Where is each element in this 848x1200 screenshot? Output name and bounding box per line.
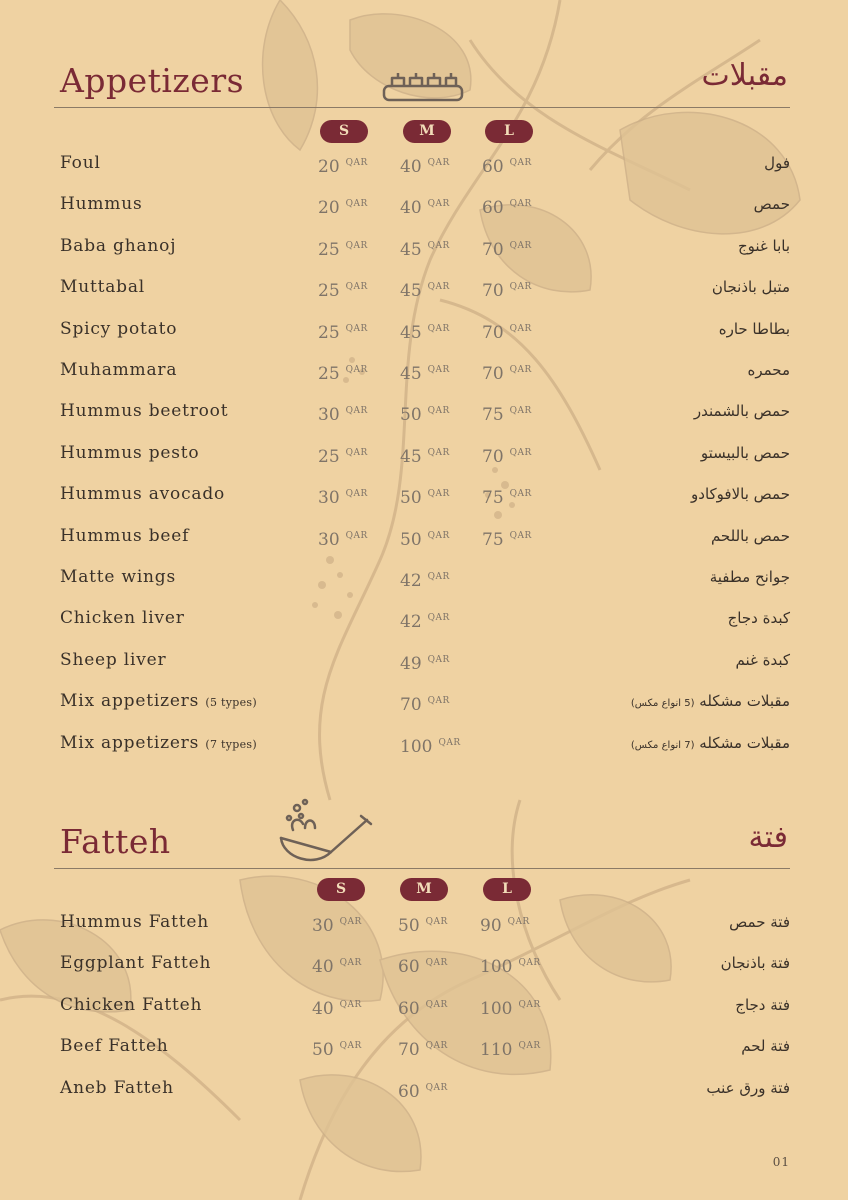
item-name-ar: حمص بالافوكادو bbox=[691, 485, 790, 504]
size-badge-small: S bbox=[320, 120, 368, 143]
item-name-ar: حمص بالبيستو bbox=[700, 443, 790, 462]
currency-label: QAR bbox=[339, 958, 362, 969]
currency-label: QAR bbox=[509, 158, 532, 168]
item-name-en: Hummus pesto bbox=[60, 442, 200, 463]
fatteh-size-badge-small: S bbox=[317, 878, 365, 901]
appetizers-title-arabic: مقبلات bbox=[701, 58, 788, 93]
currency-label: QAR bbox=[427, 613, 450, 624]
price-m: 60 $^{QAR}$ bbox=[398, 1081, 448, 1102]
currency-label: QAR bbox=[345, 323, 368, 334]
menu-item-row bbox=[0, 275, 848, 305]
price-s: 40 $^{QAR}$ bbox=[312, 998, 362, 1019]
currency-label: QAR bbox=[425, 1041, 448, 1052]
currency-label: QAR bbox=[427, 696, 450, 707]
menu-item-row bbox=[0, 993, 848, 1023]
currency-label: QAR bbox=[339, 999, 362, 1010]
menu-item-row bbox=[0, 1034, 848, 1064]
menu-item-row bbox=[0, 192, 848, 222]
item-name-ar: حمص bbox=[753, 195, 790, 214]
item-name-ar: فول bbox=[764, 154, 790, 172]
cooking-pan-icon bbox=[275, 798, 375, 868]
item-name-ar: حمص باللحم bbox=[710, 526, 790, 545]
currency-label: QAR bbox=[345, 240, 368, 251]
item-name-en: Spicy potato bbox=[60, 318, 178, 339]
item-name-ar: جوانح مطفية bbox=[709, 568, 790, 586]
price-l: 70 $^{QAR}$ bbox=[482, 322, 532, 343]
appetizers-divider bbox=[54, 107, 790, 108]
price-l: 75 $^{QAR}$ bbox=[482, 529, 532, 550]
currency-label: QAR bbox=[345, 158, 368, 168]
price-l: 90 $^{QAR}$ bbox=[480, 916, 530, 936]
price-m: 50 $^{QAR}$ bbox=[398, 916, 448, 936]
price-m: 45 $^{QAR}$ bbox=[400, 239, 450, 260]
price-l: 110 $^{QAR}$ bbox=[480, 1040, 541, 1061]
item-note-en: (7 types) bbox=[205, 737, 257, 751]
currency-label: QAR bbox=[507, 917, 530, 927]
currency-label: QAR bbox=[425, 1082, 448, 1093]
currency-label: QAR bbox=[438, 737, 461, 748]
price-l: 70 $^{QAR}$ bbox=[482, 446, 532, 467]
currency-label: QAR bbox=[427, 489, 450, 500]
price-l: 75 $^{QAR}$ bbox=[482, 488, 532, 509]
price-l: 100 $^{QAR}$ bbox=[480, 957, 541, 978]
menu-item-row bbox=[0, 524, 848, 554]
menu-item-row bbox=[0, 648, 848, 678]
item-name-ar: كبدة دجاج bbox=[727, 609, 790, 628]
item-name-ar: فتة ورق عنب bbox=[706, 1078, 790, 1097]
price-m: 45 $^{QAR}$ bbox=[400, 364, 450, 384]
menu-item-row bbox=[0, 482, 848, 512]
currency-label: QAR bbox=[427, 365, 450, 375]
currency-label: QAR bbox=[345, 489, 368, 500]
price-s: 30 $^{QAR}$ bbox=[318, 405, 368, 426]
item-name-ar: مقبلات مشكله (5 انواع مكس) bbox=[630, 692, 790, 711]
item-name-ar: محمره bbox=[747, 361, 790, 379]
menu-item-row bbox=[0, 234, 848, 264]
price-s: 30 $^{QAR}$ bbox=[312, 916, 362, 936]
menu-item-row bbox=[0, 606, 848, 636]
price-m: 60 $^{QAR}$ bbox=[398, 957, 448, 978]
item-name-en: Muhammara bbox=[60, 360, 178, 380]
price-m: 100 $^{QAR}$ bbox=[400, 736, 461, 757]
appetizers-title: Appetizers bbox=[60, 61, 245, 100]
currency-label: QAR bbox=[345, 530, 368, 541]
price-l: 70 $^{QAR}$ bbox=[482, 239, 532, 260]
item-name-en: Foul bbox=[60, 153, 101, 173]
price-m: 49 $^{QAR}$ bbox=[400, 653, 450, 674]
price-l: 100 $^{QAR}$ bbox=[480, 998, 541, 1019]
item-name-en: Hummus Fatteh bbox=[60, 912, 209, 932]
currency-label: QAR bbox=[509, 406, 532, 417]
currency-label: QAR bbox=[509, 530, 532, 541]
item-name-en: Baba ghanoj bbox=[60, 235, 177, 256]
item-name-ar: فتة لحم bbox=[741, 1037, 790, 1056]
currency-label: QAR bbox=[427, 323, 450, 334]
item-name-en: Matte wings bbox=[60, 567, 177, 587]
price-m: 45 $^{QAR}$ bbox=[400, 322, 450, 343]
price-m: 50 $^{QAR}$ bbox=[400, 529, 450, 550]
item-name-ar: بابا غنوج bbox=[737, 236, 790, 255]
item-note-ar: (5 انواع مكس) bbox=[630, 698, 695, 710]
price-s: 30 $^{QAR}$ bbox=[318, 529, 368, 550]
currency-label: QAR bbox=[427, 240, 450, 251]
currency-label: QAR bbox=[345, 365, 368, 375]
currency-label: QAR bbox=[509, 489, 532, 500]
currency-label: QAR bbox=[427, 406, 450, 417]
menu-item-row bbox=[0, 399, 848, 429]
currency-label: QAR bbox=[518, 999, 541, 1010]
currency-label: QAR bbox=[509, 323, 532, 334]
price-m: 42 $^{QAR}$ bbox=[400, 571, 450, 591]
page-number: 01 bbox=[772, 1155, 790, 1169]
item-name-ar: متبل باذنجان bbox=[711, 278, 790, 297]
fatteh-divider bbox=[54, 868, 790, 869]
price-s: 30 $^{QAR}$ bbox=[318, 488, 368, 509]
item-name-ar: بطاطا حاره bbox=[718, 319, 790, 338]
price-m: 40 $^{QAR}$ bbox=[400, 157, 450, 177]
currency-label: QAR bbox=[339, 917, 362, 927]
currency-label: QAR bbox=[427, 572, 450, 582]
item-name-ar: فتة باذنجان bbox=[720, 954, 790, 973]
item-note-en: (5 types) bbox=[205, 696, 257, 710]
item-name-en: Aneb Fatteh bbox=[60, 1077, 174, 1098]
price-m: 42 $^{QAR}$ bbox=[400, 612, 450, 633]
item-name-ar: فتة دجاج bbox=[735, 995, 790, 1014]
price-m: 50 $^{QAR}$ bbox=[400, 488, 450, 509]
currency-label: QAR bbox=[425, 958, 448, 969]
price-s: 50 $^{QAR}$ bbox=[312, 1040, 362, 1061]
item-note-ar: (7 انواع مكس) bbox=[630, 739, 695, 751]
menu-item-row bbox=[0, 565, 848, 595]
menu-item-row bbox=[0, 951, 848, 981]
price-l: 75 $^{QAR}$ bbox=[482, 405, 532, 426]
price-s: 25 $^{QAR}$ bbox=[318, 239, 368, 260]
currency-label: QAR bbox=[518, 958, 541, 969]
currency-label: QAR bbox=[509, 447, 532, 458]
menu-item-row bbox=[0, 1076, 848, 1106]
price-m: 45 $^{QAR}$ bbox=[400, 281, 450, 302]
menu-item-row bbox=[0, 441, 848, 471]
price-m: 60 $^{QAR}$ bbox=[398, 998, 448, 1019]
currency-label: QAR bbox=[339, 1041, 362, 1052]
currency-label: QAR bbox=[509, 365, 532, 375]
price-l: 60 $^{QAR}$ bbox=[482, 198, 532, 219]
item-name-ar: كبدة غنم bbox=[735, 650, 790, 669]
size-badge-medium: M bbox=[403, 120, 451, 143]
price-l: 70 $^{QAR}$ bbox=[482, 364, 532, 384]
price-m: 70 $^{QAR}$ bbox=[398, 1040, 448, 1061]
mezze-platter-icon bbox=[378, 64, 468, 106]
price-m: 40 $^{QAR}$ bbox=[400, 198, 450, 219]
fatteh-size-badge-medium: M bbox=[400, 878, 448, 901]
item-name-en: Hummus avocado bbox=[60, 484, 226, 505]
currency-label: QAR bbox=[427, 530, 450, 541]
currency-label: QAR bbox=[518, 1041, 541, 1052]
currency-label: QAR bbox=[509, 240, 532, 251]
currency-label: QAR bbox=[425, 917, 448, 927]
fatteh-title: Fatteh bbox=[60, 822, 171, 861]
currency-label: QAR bbox=[345, 447, 368, 458]
price-s: 20 $^{QAR}$ bbox=[318, 157, 368, 177]
price-m: 45 $^{QAR}$ bbox=[400, 446, 450, 467]
currency-label: QAR bbox=[345, 282, 368, 293]
price-l: 70 $^{QAR}$ bbox=[482, 281, 532, 302]
currency-label: QAR bbox=[427, 282, 450, 293]
item-name-en: Mix appetizers (7 types) bbox=[60, 732, 257, 753]
item-name-en: Sheep liver bbox=[60, 649, 167, 670]
currency-label: QAR bbox=[427, 199, 450, 210]
price-s: 20 $^{QAR}$ bbox=[318, 198, 368, 219]
currency-label: QAR bbox=[425, 999, 448, 1010]
currency-label: QAR bbox=[509, 282, 532, 293]
currency-label: QAR bbox=[345, 406, 368, 417]
currency-label: QAR bbox=[345, 199, 368, 210]
menu-item-row bbox=[0, 358, 848, 388]
price-s: 25 $^{QAR}$ bbox=[318, 322, 368, 343]
item-name-ar: حمص بالشمندر bbox=[693, 402, 790, 421]
item-name-en: Chicken Fatteh bbox=[60, 994, 203, 1015]
price-s: 25 $^{QAR}$ bbox=[318, 364, 368, 384]
fatteh-size-badge-large: L bbox=[483, 878, 531, 901]
menu-item-row bbox=[0, 689, 848, 719]
price-m: 70 $^{QAR}$ bbox=[400, 695, 450, 716]
price-s: 25 $^{QAR}$ bbox=[318, 446, 368, 467]
price-s: 25 $^{QAR}$ bbox=[318, 281, 368, 302]
item-name-en: Chicken liver bbox=[60, 608, 185, 629]
item-name-en: Eggplant Fatteh bbox=[60, 953, 212, 974]
currency-label: QAR bbox=[427, 447, 450, 458]
menu-item-row bbox=[0, 731, 848, 761]
menu-item-row bbox=[0, 151, 848, 181]
currency-label: QAR bbox=[427, 158, 450, 168]
item-name-ar: فتة حمص bbox=[729, 913, 790, 931]
currency-label: QAR bbox=[427, 654, 450, 665]
price-m: 50 $^{QAR}$ bbox=[400, 405, 450, 426]
menu-item-row bbox=[0, 910, 848, 940]
item-name-en: Hummus bbox=[60, 194, 143, 215]
menu-item-row bbox=[0, 317, 848, 347]
item-name-ar: مقبلات مشكله (7 انواع مكس) bbox=[630, 733, 790, 752]
fatteh-title-arabic: فتة bbox=[748, 820, 788, 855]
item-name-en: Beef Fatteh bbox=[60, 1036, 169, 1057]
size-badge-large: L bbox=[485, 120, 533, 143]
item-name-en: Hummus beef bbox=[60, 525, 190, 546]
item-name-en: Muttabal bbox=[60, 277, 146, 298]
currency-label: QAR bbox=[509, 199, 532, 210]
item-name-en: Hummus beetroot bbox=[60, 401, 229, 422]
price-s: 40 $^{QAR}$ bbox=[312, 957, 362, 978]
price-l: 60 $^{QAR}$ bbox=[482, 157, 532, 177]
item-name-en: Mix appetizers (5 types) bbox=[60, 691, 257, 712]
